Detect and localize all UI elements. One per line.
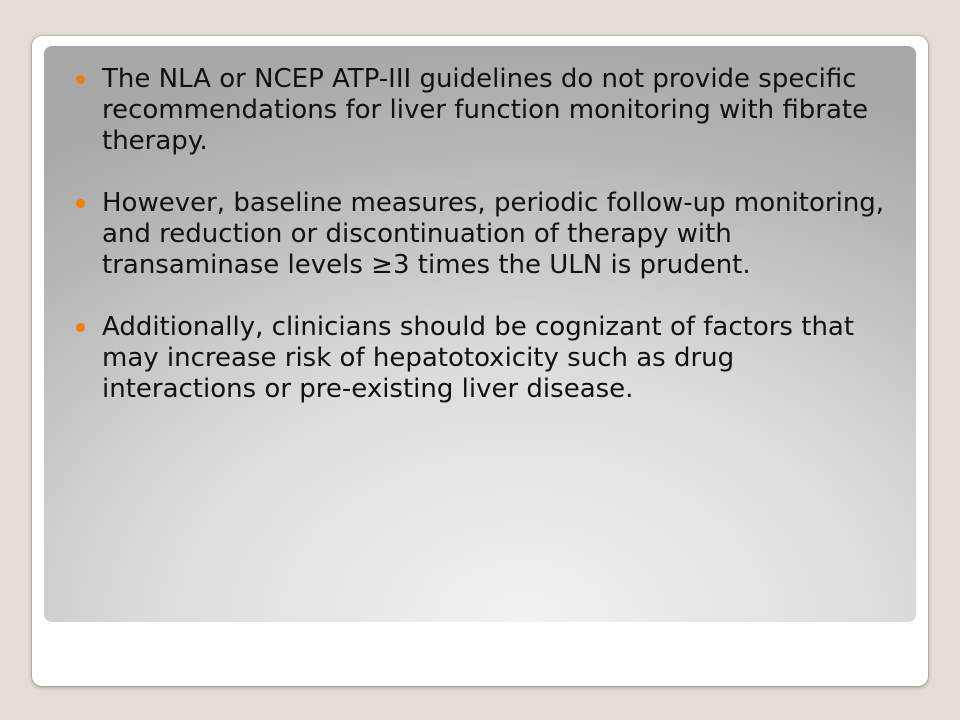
bullet-text: The NLA or NCEP ATP-III guidelines do not provide specific recommendations for liver function monitoring with fibrate therapy. xyxy=(102,64,869,156)
bullet-dot-icon xyxy=(76,75,85,84)
bullet-dot-icon xyxy=(76,323,85,332)
bullet-item-1 xyxy=(102,64,892,157)
bullet-list xyxy=(102,64,892,405)
bullet-dot-icon xyxy=(76,199,85,208)
bullet-item-2 xyxy=(102,188,892,281)
bullet-item-3 xyxy=(102,312,892,405)
bullet-text: Additionally, clinicians should be cognizant of factors that may increase risk of hepatotoxicity such as drug interactions or pre-existing liver disease. xyxy=(102,312,855,404)
bullet-text: However, baseline measures, periodic follow-up monitoring, and reduction or discontinuation of therapy with transaminase levels ≥3 times the ULN is prudent. xyxy=(102,188,885,280)
